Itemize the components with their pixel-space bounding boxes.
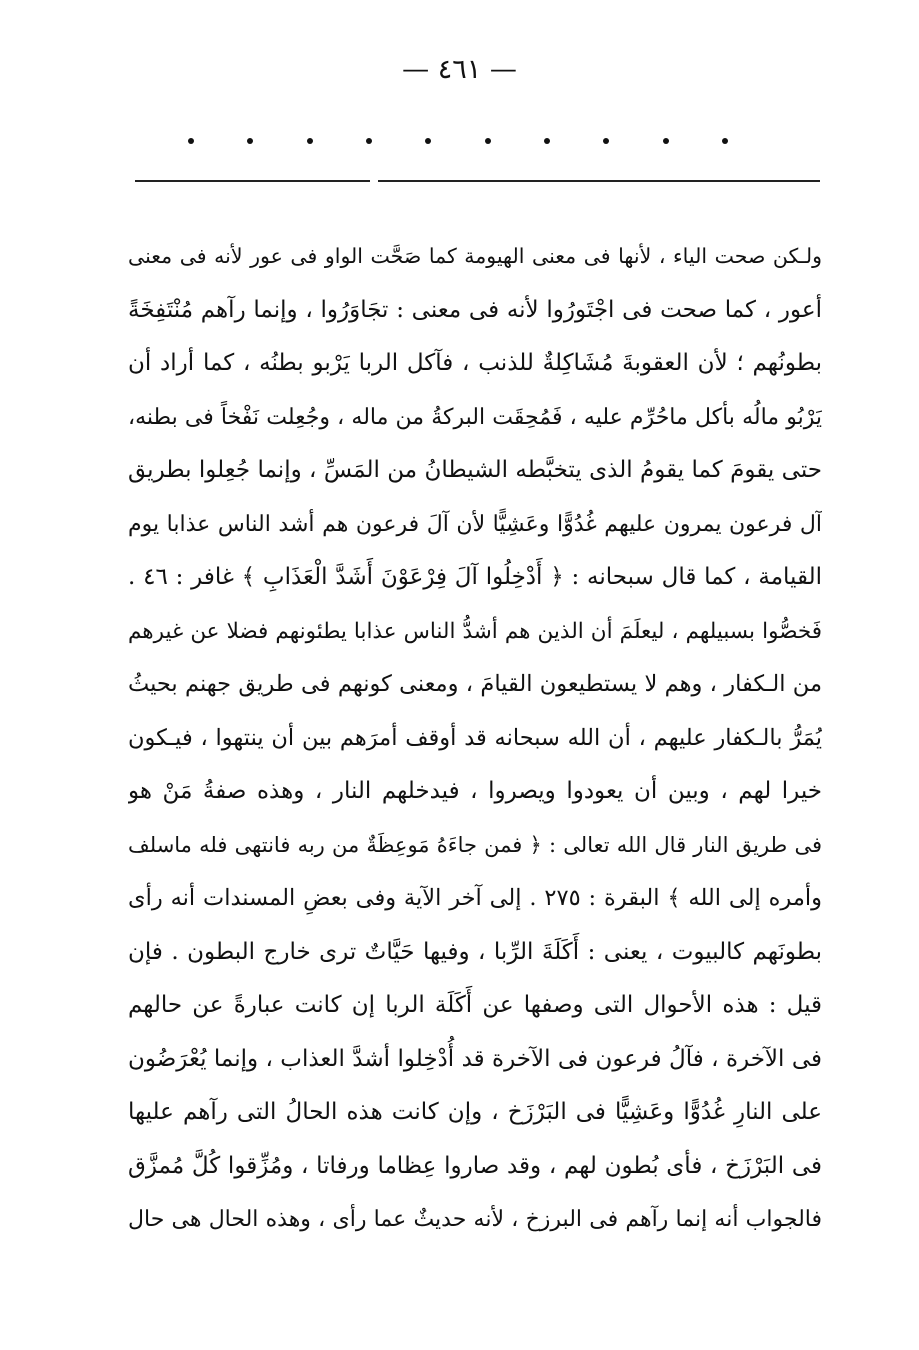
text-line: فالجواب أنه إنما رآهم فى البرزخ ، لأنه حديثٌ عما رأى ، وهذه الحال هى حال [128,1207,822,1232]
separator-dot [485,138,491,144]
horizontal-rule-right [378,180,820,182]
text-line: حتى يقومَ كما يقومُ الذى يتخبَّطه الشيطانُ من المَسِّ ، وإنما جُعِلوا بطريق [128,457,822,483]
text-line: أعور ، كما صحت فى اجْتَورُوا لأنه فى معنى : تجَاوَرُوا ، وإنما رآهم مُنْتَفِخَةً [128,296,822,323]
separator-dot [188,138,194,144]
text-line: فَخصُّوا بسبيلهم ، ليعلَمَ أن الذين هم أشدُّ الناس عذابا يطئونهم فضلا عن غيرهم [128,618,822,644]
text-line: قيل : هذه الأحوال التى وصفها عن أَكَلَة الربا إن كانت عبارةً عن حالهم [128,992,822,1018]
text-line: بطونُهم ؛ لأن العقوبةَ مُشَاكِلةٌ للذنب ، فآكل الربا يَرْبو بطنُه ، كما أراد أن [128,350,822,376]
text-line: يَرْبُو مالُه بأكل ماحُرِّم عليه ، فَمُحِقَت البركةُ من ماله ، وجُعِلت نَفْخاً فى بطنه، [128,404,822,430]
text-line: بطونَهم كالبيوت ، يعنى : أَكَلَةَ الرِّبا ، وفيها حَيَّاتٌ ترى خارج البطون . فإن [128,938,822,965]
text-line: يُمَرُّ بالـكفار عليهم ، أن الله سبحانه قد أوقف أمرَهم بين أن ينتهوا ، فيـكون [128,724,822,751]
page-number: — ٤٦١ — [402,54,517,85]
separator-dot [603,138,609,144]
text-line: خيرا لهم ، وبين أن يعودوا ويصروا ، فيدخلهم النار ، وهذه صفةُ مَنْ هو [128,778,822,804]
text-line: فى طريق النار قال الله تعالى : ﴿ فمن جاءَهُ مَوعِظَةٌ من ربه فانتهى فله ماسلف [128,832,822,857]
separator-dot [544,138,550,144]
text-line: فى الآخرة ، فآلُ فرعون فى الآخرة قد أُدْخِلوا أشدَّ العذاب ، وإنما يُعْرَضُون [128,1045,822,1072]
separator-dot [425,138,431,144]
horizontal-rule-left [135,180,370,182]
text-line: وأمره إلى الله ﴾ البقرة : ٢٧٥ . إلى آخر الآية وفى بعضِ المسندات أنه رأى [128,885,822,911]
text-line: آل فرعون يمرون عليهم غُدُوًّا وعَشِيًّا لأن آلَ فرعون هم أشد الناس عذابا يوم [128,511,822,537]
separator-dot [307,138,313,144]
separator-dot [366,138,372,144]
separator-dot [663,138,669,144]
text-line: ولـكن صحت الياء ، لأنها فى معنى الهيومة كما صَحَّت الواو فى عور لأنه فى معنى [128,244,822,268]
body-text [128,230,822,1247]
separator-dot [247,138,253,144]
text-line: القيامة ، كما قال سبحانه : ﴿ أَدْخِلُوا آلَ فِرْعَوْنَ أَشَدَّ الْعَذَابِ ﴾ غافر : ٤٦ . [128,564,822,590]
text-line: من الـكفار ، وهم لا يستطيعون القيامَ ، ومعنى كونهم فى طريق جهنم بحيثُ [128,671,822,697]
text-line: فى البَرْزَخ ، فأى بُطون لهم ، وقد صاروا عِظاما ورفاتا ، ومُزِّقوا كُلَّ مُمزَّق [128,1152,822,1179]
ornamental-dot-separator [188,138,728,144]
separator-dot [722,138,728,144]
text-line: على النارِ غُدُوًّا وعَشِيًّا فى البَرْزَخ ، وإن كانت هذه الحالُ التى رآهم عليها [128,1099,822,1125]
